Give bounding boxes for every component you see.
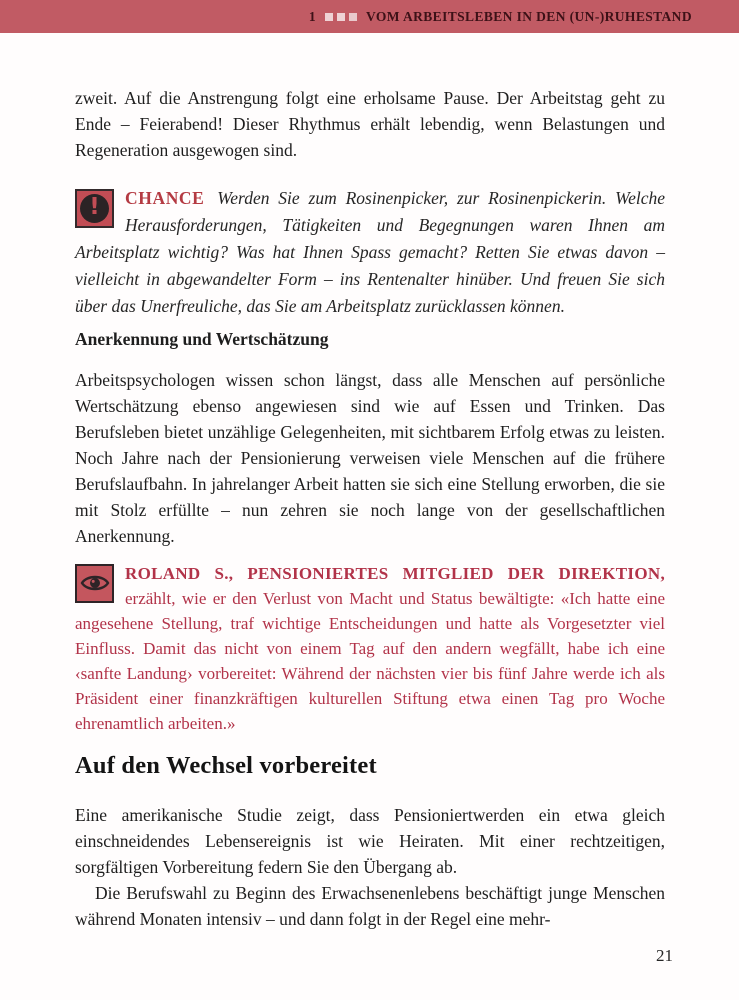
header-square-icon <box>349 13 357 21</box>
chance-label: CHANCE <box>125 188 205 208</box>
wechsel-paragraph-2: Die Berufswahl zu Beginn des Erwachsenenlebens beschäftigt junge Menschen während Monaten intensiv – und dann folgt in der Regel eine mehr- <box>75 882 665 929</box>
eye-icon <box>75 564 114 603</box>
exclamation-circle <box>80 194 109 223</box>
section-heading-wechsel: Auf den Wechsel vorbereitet <box>75 751 377 779</box>
header-square-icon <box>337 13 345 21</box>
intro-paragraph: zweit. Auf die Anstrengung folgt eine erholsame Pause. Der Arbeitstag geht zu Ende – Feierabend! Dieser Rhythmus erhält lebendig, wenn Belastungen und Regeneration ausgewogen sind. <box>75 88 665 160</box>
exclamation-mark: ! <box>89 194 100 220</box>
testimonial-quote <box>75 561 665 736</box>
chapter-title: VOM ARBEITSLEBEN IN DEN (UN-)RUHESTAND <box>366 8 692 24</box>
chapter-number: 1 <box>308 8 317 24</box>
chance-text: Werden Sie zum Rosinenpicker, zur Rosinenpickerin. Welche Herausforderungen, Tätigkeiten und Begegnungen waren Ihnen am Arbeitsplatz wichtig? Was hat Ihnen Spass gemacht? Retten Sie etwas davon – vielleicht in abgewandelter Form – ins Rentenalter hinüber. Und freuen Sie sich über das Unerfreuliche, das Sie am Arbeitsplatz zurücklassen können. <box>75 188 666 316</box>
testimonial-quote-text: «Ich hatte eine angesehene Stellung, traf wichtige Entscheidungen und hatte als Vorgesetzter viel Einfluss. Damit das nicht von einem Tag auf den andern wegfällt, habe ich eine ‹sanfte Landung› vorbereitet: Während der nächsten vier bis fünf Jahre werde ich als Präsident einer finanzkräftigen kulturellen Stiftung etwa einen Tag pro Woche ehrenamtlich arbeiten.» <box>75 588 666 733</box>
section-heading-anerkennung: Anerkennung und Wertschätzung <box>75 329 329 349</box>
eye-glyph <box>80 571 110 595</box>
page-number: 21 <box>656 946 673 965</box>
page-content <box>75 33 665 932</box>
chapter-header-bar <box>0 0 739 33</box>
chance-callout <box>75 185 665 320</box>
anerkennung-paragraph: Arbeitspsychologen wissen schon längst, dass alle Menschen auf persönliche Wertschätzung ebenso angewiesen sind wie auf Essen und Trinken. Das Berufsleben bietet unzählige Gelegenheiten, mit sichtbarem Erfolg etwas zu leisten. Noch Jahre nach der Pensionierung verweisen viele Menschen auf die frühere Berufslaufbahn. In jahrelanger Arbeit hatten sie sich eine Stellung erworben, die sie mit Stolz erfüllte – nun zehren sie noch lange von der gesellschaftlichen Anerkennung. <box>75 369 665 546</box>
testimonial-lead: erzählt, wie er den Verlust von Macht und Status bewältigte: <box>125 588 555 608</box>
header-square-icon <box>325 13 333 21</box>
testimonial-speaker: ROLAND S., PENSIONIERTES MITGLIED DER DIREKTION, <box>125 563 665 583</box>
header-squares <box>325 13 357 21</box>
wechsel-paragraph-1: Eine amerikanische Studie zeigt, dass Pensioniertwerden ein etwa gleich einschneidendes Lebensereignis ist wie Heiraten. Mit einer rechtzeitigen, sorgfältigen Vorbereitung federn Sie den Übergang ab. <box>75 804 665 877</box>
exclamation-icon <box>75 189 114 228</box>
